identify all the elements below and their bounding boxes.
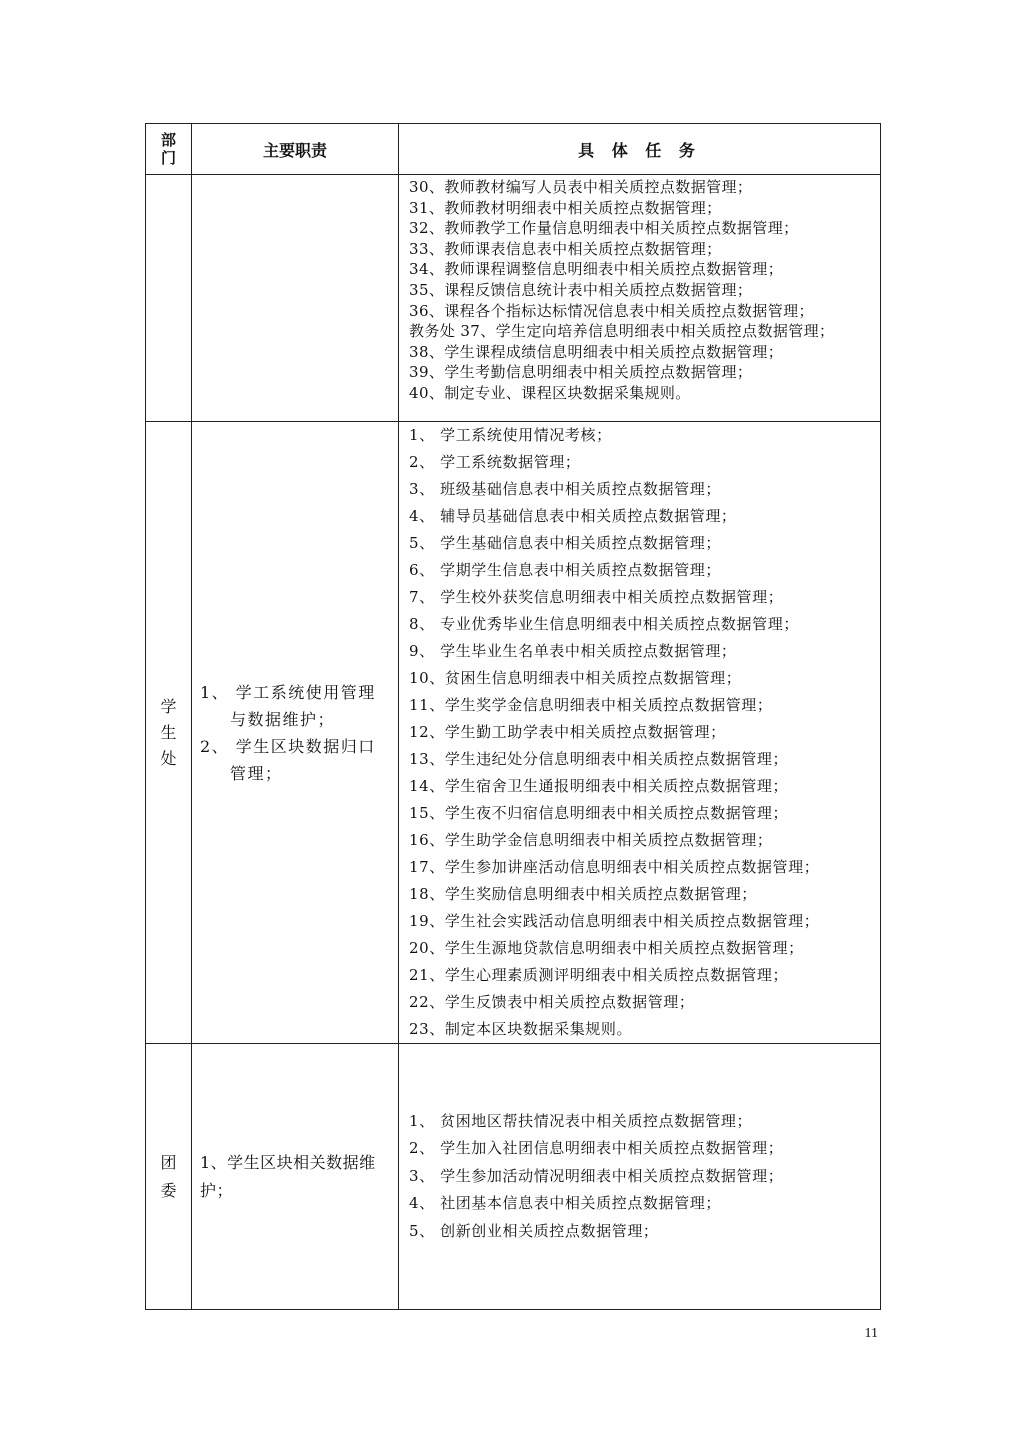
task-item: 17、学生参加讲座活动信息明细表中相关质控点数据管理； xyxy=(409,858,820,876)
task-item: 4、 社团基本信息表中相关质控点数据管理； xyxy=(409,1194,721,1213)
task-item: 8、 专业优秀毕业生信息明细表中相关质控点数据管理； xyxy=(409,615,799,633)
task-item: 5、 学生基础信息表中相关质控点数据管理； xyxy=(409,534,721,552)
table-row-tuanwei xyxy=(146,1044,881,1310)
task-item: 14、学生宿舍卫生通报明细表中相关质控点数据管理； xyxy=(409,777,789,795)
task-item: 教务处 37、学生定向培养信息明细表中相关质控点数据管理； xyxy=(409,322,835,341)
responsibility-item: 1、 学工系统使用管理与数据维护； xyxy=(200,682,376,729)
task-item: 2、 学工系统数据管理； xyxy=(409,453,581,471)
task-item: 10、贫困生信息明细表中相关质控点数据管理； xyxy=(409,669,742,687)
task-item: 6、 学期学生信息表中相关质控点数据管理； xyxy=(409,561,721,579)
table-row-xueshengchu xyxy=(146,422,881,1044)
dept-label: 团委 xyxy=(160,1152,177,1200)
task-item: 5、 创新创业相关质控点数据管理； xyxy=(409,1221,659,1240)
task-item: 3、 学生参加活动情况明细表中相关质控点数据管理； xyxy=(409,1166,784,1185)
tasks-cell xyxy=(399,1044,881,1310)
task-item: 20、学生生源地贷款信息明细表中相关质控点数据管理； xyxy=(409,939,804,957)
task-item: 2、 学生加入社团信息明细表中相关质控点数据管理； xyxy=(409,1139,784,1158)
tasks-cell xyxy=(399,422,881,1044)
task-item: 1、 学工系统使用情况考核； xyxy=(409,426,612,444)
responsibility-item: 2、 学生区块数据归口管理； xyxy=(200,736,376,783)
responsibility-cell xyxy=(192,175,399,422)
header-dept xyxy=(146,124,192,175)
task-item: 38、学生课程成绩信息明细表中相关质控点数据管理； xyxy=(409,342,784,361)
responsibility-cell xyxy=(192,422,399,1044)
table-row-jiaowu xyxy=(146,175,881,422)
task-item: 13、学生违纪处分信息明细表中相关质控点数据管理； xyxy=(409,750,789,768)
task-item: 3、 班级基础信息表中相关质控点数据管理； xyxy=(409,480,721,498)
table-header-row xyxy=(146,124,881,175)
responsibility-table xyxy=(145,123,881,1310)
task-list xyxy=(399,422,880,1043)
task-item: 34、教师课程调整信息明细表中相关质控点数据管理； xyxy=(409,260,784,279)
header-tasks: 具 体 任 务 xyxy=(399,124,881,175)
task-item: 1、 贫困地区帮扶情况表中相关质控点数据管理； xyxy=(409,1111,753,1130)
header-responsibility: 主要职责 xyxy=(192,124,399,175)
task-item: 36、课程各个指标达标情况信息表中相关质控点数据管理； xyxy=(409,301,814,320)
task-item: 19、学生社会实践活动信息明细表中相关质控点数据管理； xyxy=(409,912,820,930)
header-dept-label: 部门 xyxy=(160,131,176,167)
task-item: 12、学生勤工助学表中相关质控点数据管理； xyxy=(409,723,726,741)
tasks-cell xyxy=(399,175,881,422)
task-item: 11、学生奖学金信息明细表中相关质控点数据管理； xyxy=(409,696,773,714)
task-item: 22、学生反馈表中相关质控点数据管理； xyxy=(409,993,695,1011)
task-list xyxy=(399,177,880,404)
task-item: 7、 学生校外获奖信息明细表中相关质控点数据管理； xyxy=(409,588,784,606)
responsibility-cell xyxy=(192,1044,399,1310)
dept-cell xyxy=(146,422,192,1044)
page-number: 11 xyxy=(864,1326,878,1341)
task-item: 16、学生助学金信息明细表中相关质控点数据管理； xyxy=(409,831,773,849)
task-item: 23、制定本区块数据采集规则。 xyxy=(409,1020,633,1038)
dept-cell xyxy=(146,1044,192,1310)
task-item: 32、教师教学工作量信息明细表中相关质控点数据管理； xyxy=(409,219,799,238)
task-item: 40、制定专业、课程区块数据采集规则。 xyxy=(409,383,691,402)
dept-cell xyxy=(146,175,192,422)
task-item: 21、学生心理素质测评明细表中相关质控点数据管理； xyxy=(409,966,789,984)
task-list xyxy=(399,1108,880,1246)
task-item: 35、课程反馈信息统计表中相关质控点数据管理； xyxy=(409,280,753,299)
task-item: 15、学生夜不归宿信息明细表中相关质控点数据管理； xyxy=(409,804,789,822)
dept-label: 学生处 xyxy=(160,696,177,768)
task-item: 39、学生考勤信息明细表中相关质控点数据管理； xyxy=(409,363,753,382)
task-item: 9、 学生毕业生名单表中相关质控点数据管理； xyxy=(409,642,737,660)
task-item: 30、教师教材编写人员表中相关质控点数据管理； xyxy=(409,178,753,196)
task-item: 33、教师课表信息表中相关质控点数据管理； xyxy=(409,239,722,258)
task-item: 18、学生奖励信息明细表中相关质控点数据管理； xyxy=(409,885,757,903)
task-item: 4、 辅导员基础信息表中相关质控点数据管理； xyxy=(409,507,737,525)
responsibility-item: 1、学生区块相关数据维护； xyxy=(200,1152,376,1200)
task-item: 31、教师教材明细表中相关质控点数据管理； xyxy=(409,198,722,217)
